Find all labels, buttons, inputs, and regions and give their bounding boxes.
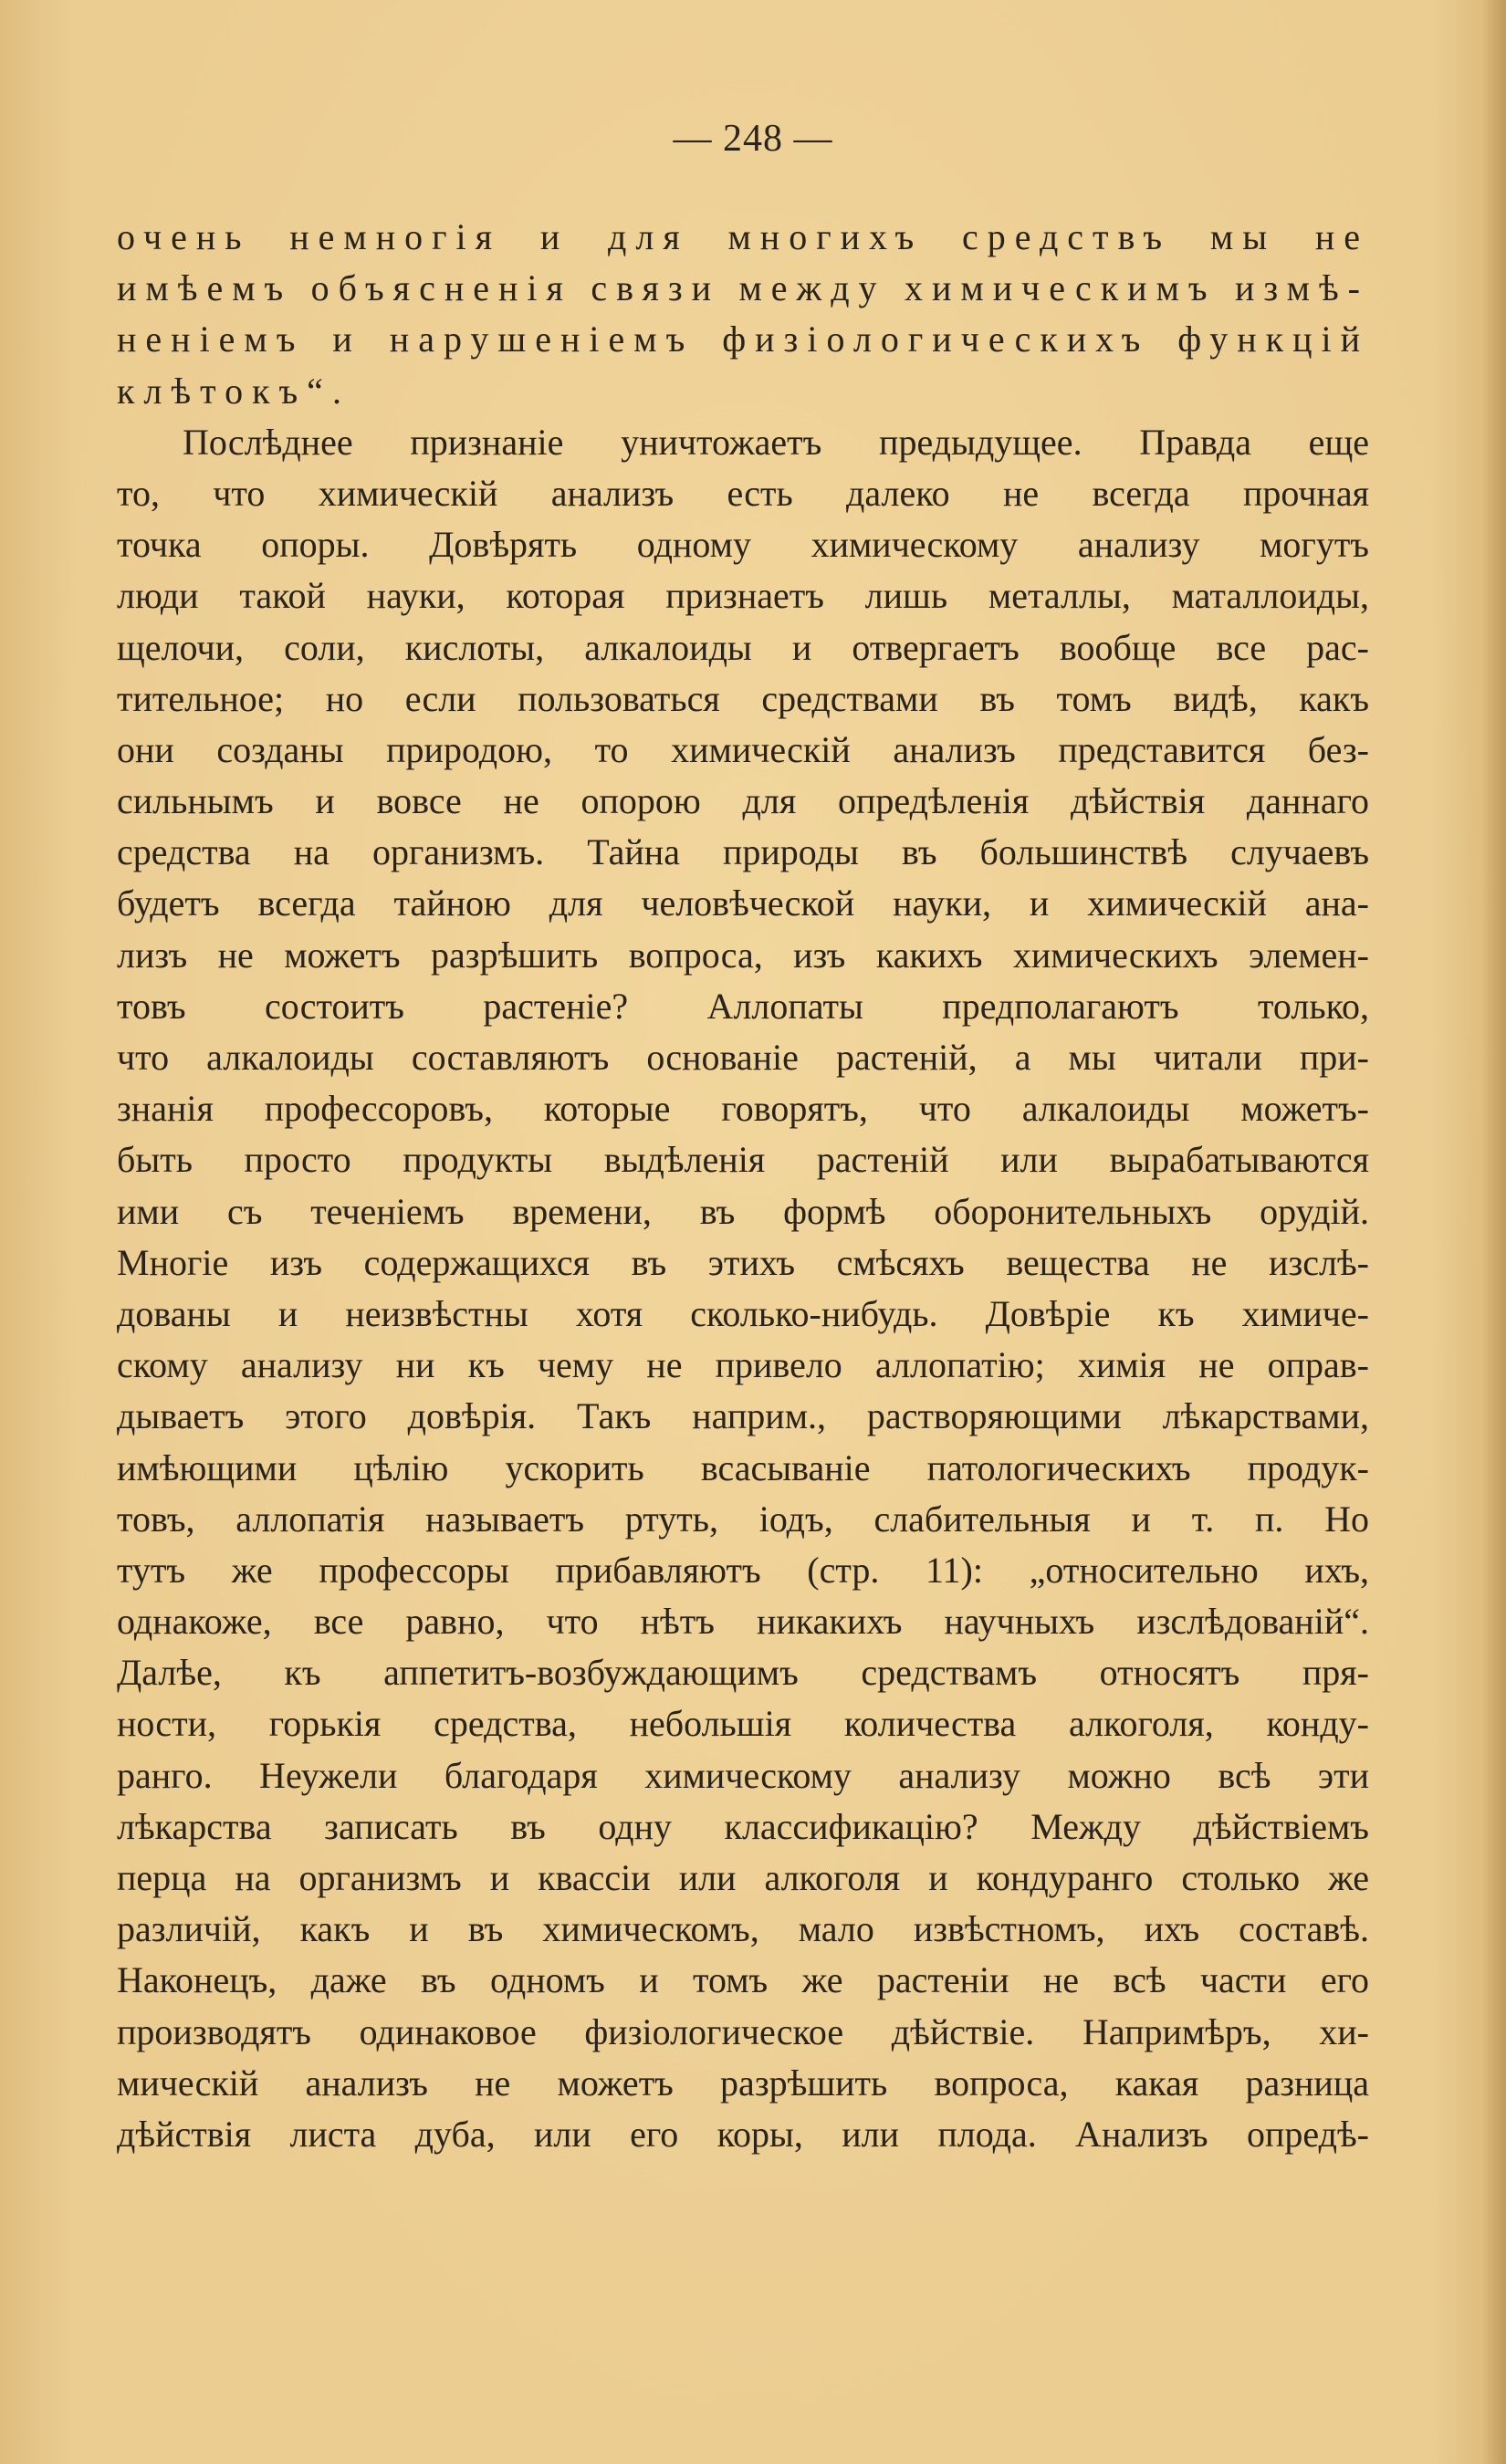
text-line: клѣтокъ“. — [117, 370, 350, 412]
text-line: они созданы природою, то химическій анализъ представится без- — [117, 728, 1369, 770]
text-line: дѣйствія листа дуба, или его коры, или плода. Анализъ опредѣ- — [117, 2113, 1369, 2155]
text-line: перца на организмъ и квассіи или алкоголя и кондуранго столько же — [117, 1857, 1369, 1898]
text-line: точка опоры. Довѣрять одному химическому анализу могутъ — [117, 524, 1369, 566]
text-line: лѣкарства записать въ одну классификацію? Между дѣйствіемъ — [117, 1805, 1369, 1847]
text-line: сильнымъ и вовсе не опорою для опредѣленія дѣйствія даннаго — [117, 780, 1369, 822]
text-line: знанія профессоровъ, которые говорятъ, что алкалоиды можетъ- — [117, 1088, 1369, 1130]
text-line: Далѣе, къ аппетитъ-возбуждающимъ средствамъ относятъ пря- — [117, 1652, 1369, 1694]
page-number: — 248 — — [673, 118, 833, 160]
text-line: товъ состоитъ растеніе? Аллопаты предполагаютъ только, — [117, 985, 1369, 1027]
text-line: имѣемъ объясненія связи между химическимъ измѣ- — [117, 267, 1369, 309]
text-line: то, что химическій анализъ есть далеко не всегда прочная — [117, 472, 1369, 514]
text-line: производятъ одинаковое физіологическое дѣйствіе. Напримѣръ, хи- — [117, 2010, 1369, 2052]
text-line: ранго. Неужели благодаря химическому анализу можно всѣ эти — [117, 1754, 1369, 1796]
page-edge-shadow — [1482, 0, 1506, 2464]
text-line: что алкалоиды составляютъ основаніе растеній, а мы читали при- — [117, 1037, 1369, 1078]
text-line: Наконецъ, даже въ одномъ и томъ же растеніи не всѣ части его — [117, 1959, 1369, 2001]
text-line: мическій анализъ не можетъ разрѣшить вопроса, какая разница — [117, 2062, 1369, 2104]
text-line: Послѣднее признаніе уничтожаетъ предыдущее. Правда еще — [183, 421, 1369, 463]
text-line: товъ, аллопатія называетъ ртуть, іодъ, слабительныя и т. п. Но — [117, 1498, 1369, 1540]
text-line: люди такой науки, которая признаетъ лишь металлы, маталлоиды, — [117, 575, 1369, 617]
text-line: очень немногія и для многихъ средствъ мы не — [117, 216, 1369, 257]
text-line: дываетъ этого довѣрія. Такъ наприм., растворяющими лѣкарствами, — [117, 1395, 1369, 1437]
text-line: ности, горькія средства, небольшія количества алкоголя, конду- — [117, 1703, 1369, 1745]
text-line: различій, какъ и въ химическомъ, мало извѣстномъ, ихъ составѣ. — [117, 1908, 1369, 1950]
text-line: неніемъ и нарушеніемъ физіологическихъ функцій — [117, 318, 1369, 360]
body-text — [117, 212, 1369, 2160]
text-line: ими съ теченіемъ времени, въ формѣ оборонительныхъ орудій. — [117, 1190, 1369, 1232]
text-line: дованы и неизвѣстны хотя сколько-нибудь. Довѣріе къ химиче- — [117, 1292, 1369, 1334]
text-line: тутъ же профессоры прибавляютъ (стр. 11): „относительно ихъ, — [117, 1549, 1369, 1591]
text-line: однакоже, все равно, что нѣтъ никакихъ научныхъ изслѣдованій“. — [117, 1601, 1369, 1643]
text-line: быть просто продукты выдѣленія растеній или вырабатываются — [117, 1139, 1369, 1181]
text-line: тительное; но если пользоваться средствами въ томъ видѣ, какъ — [117, 677, 1369, 719]
text-line: Многіе изъ содержащихся въ этихъ смѣсяхъ вещества не изслѣ- — [117, 1241, 1369, 1283]
text-line: имѣющими цѣлію ускорить всасываніе патологическихъ продук- — [117, 1446, 1369, 1488]
text-line: щелочи, соли, кислоты, алкалоиды и отвергаетъ вообще все рас- — [117, 626, 1369, 668]
text-line: лизъ не можетъ разрѣшить вопроса, изъ какихъ химическихъ элемен- — [117, 934, 1369, 976]
text-line: скому анализу ни къ чему не привело аллопатію; химія не оправ- — [117, 1344, 1369, 1386]
text-line: средства на организмъ. Тайна природы въ большинствѣ случаевъ — [117, 831, 1369, 873]
text-line: будетъ всегда тайною для человѣческой науки, и химическій ана- — [117, 882, 1369, 924]
